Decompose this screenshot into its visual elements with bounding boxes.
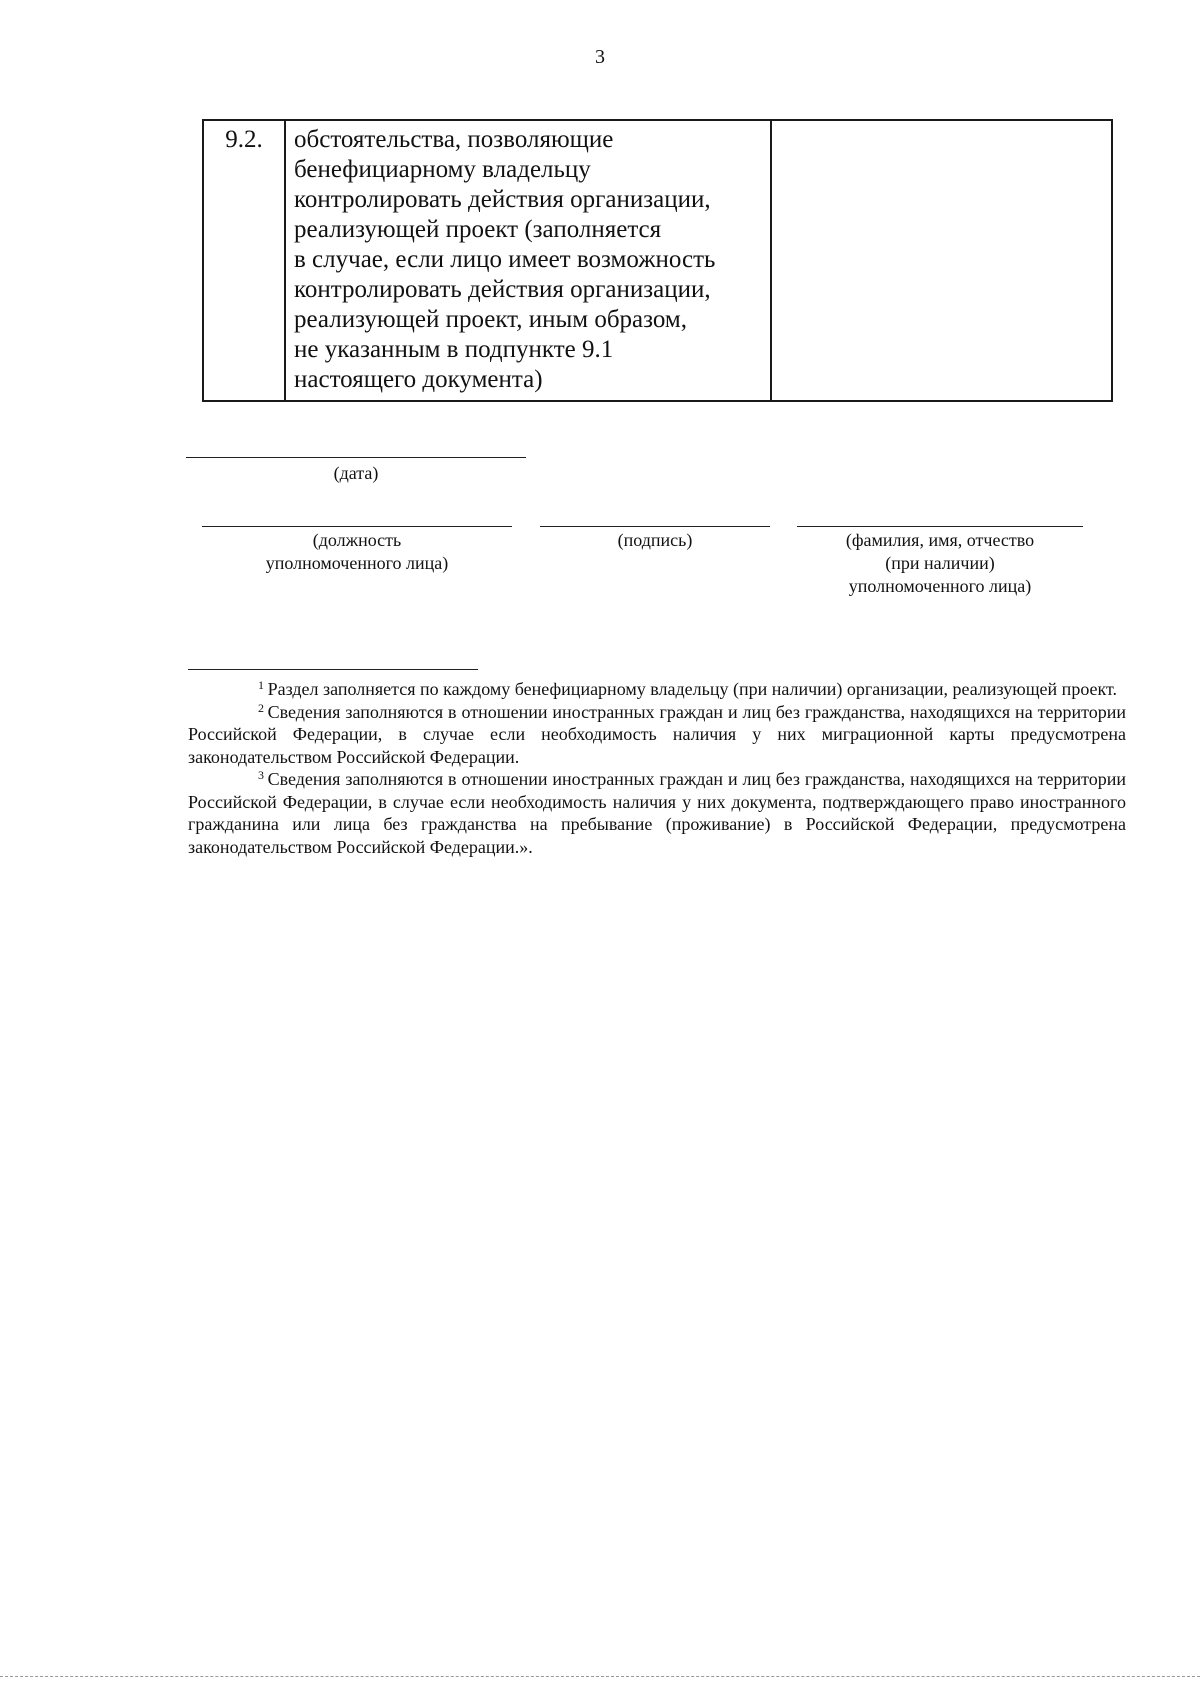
description-line: обстоятельства, позволяющие <box>294 126 614 153</box>
footnote-text: Сведения заполняются в отношении иностранных граждан и лиц без гражданства, находящихся на территории Российской Федерации, в случае если необходимость наличия у них миграционной карты предусмотрена законодательством Российской Федерации. <box>188 701 1126 767</box>
description-line: бенефициарному владельцу <box>294 156 591 183</box>
signature-caption-line: (подпись) <box>617 530 693 550</box>
name-caption-line: (фамилия, имя, отчество <box>845 530 1035 550</box>
row-description-cell <box>285 120 771 401</box>
footnote-text: Раздел заполняется по каждому бенефициарному владельцу (при наличии) организации, реализующей проект. <box>267 679 1118 699</box>
signature-caption <box>540 529 770 552</box>
description-line: контролировать действия организации, <box>294 186 711 213</box>
beneficiary-table <box>202 119 1113 402</box>
footnote-mark: 1 <box>258 678 264 692</box>
description-line: не указанным в подпункте 9.1 <box>294 336 614 363</box>
position-caption <box>202 529 512 575</box>
footnote-item <box>188 701 1126 769</box>
position-caption-line: уполномоченного лица) <box>265 553 449 573</box>
signature-line[interactable] <box>540 526 770 527</box>
name-caption-line: уполномоченного лица) <box>848 576 1032 596</box>
description-line: настоящего документа) <box>294 366 543 393</box>
footnote-item <box>188 768 1126 858</box>
footnote-mark: 3 <box>258 768 264 782</box>
name-caption-line: (при наличии) <box>885 553 995 573</box>
name-line[interactable] <box>797 526 1083 527</box>
footnotes <box>188 678 1126 858</box>
row-number-cell: 9.2. <box>203 120 285 401</box>
description-line: реализующей проект, иным образом, <box>294 306 687 333</box>
table-row <box>203 120 1112 401</box>
date-caption: (дата) <box>333 463 379 483</box>
description-line: контролировать действия организации, <box>294 276 711 303</box>
date-line[interactable] <box>186 457 526 458</box>
position-caption-line: (должность <box>312 530 402 550</box>
row-value-cell[interactable] <box>771 120 1112 401</box>
page-bottom-edge <box>0 1676 1200 1677</box>
footnote-mark: 2 <box>258 700 264 715</box>
description-line: в случае, если лицо имеет возможность <box>294 246 716 273</box>
position-line[interactable] <box>202 526 512 527</box>
description-line: реализующей проект (заполняется <box>294 216 662 243</box>
footnote-text: Сведения заполняются в отношении иностранных граждан и лиц без гражданства, находящихся на территории Российской Федерации, в случае если необходимость наличия у них документа, подтверждающего право иностранного гражданина или лица без гражданства на пребывание (проживание) в Российской Федерации, предусмотрена законодательством Российской Федерации.». <box>188 769 1126 857</box>
name-caption <box>797 529 1083 598</box>
footnote-item <box>188 678 1126 701</box>
page-number: 3 <box>595 46 605 68</box>
footnote-separator <box>188 669 478 670</box>
